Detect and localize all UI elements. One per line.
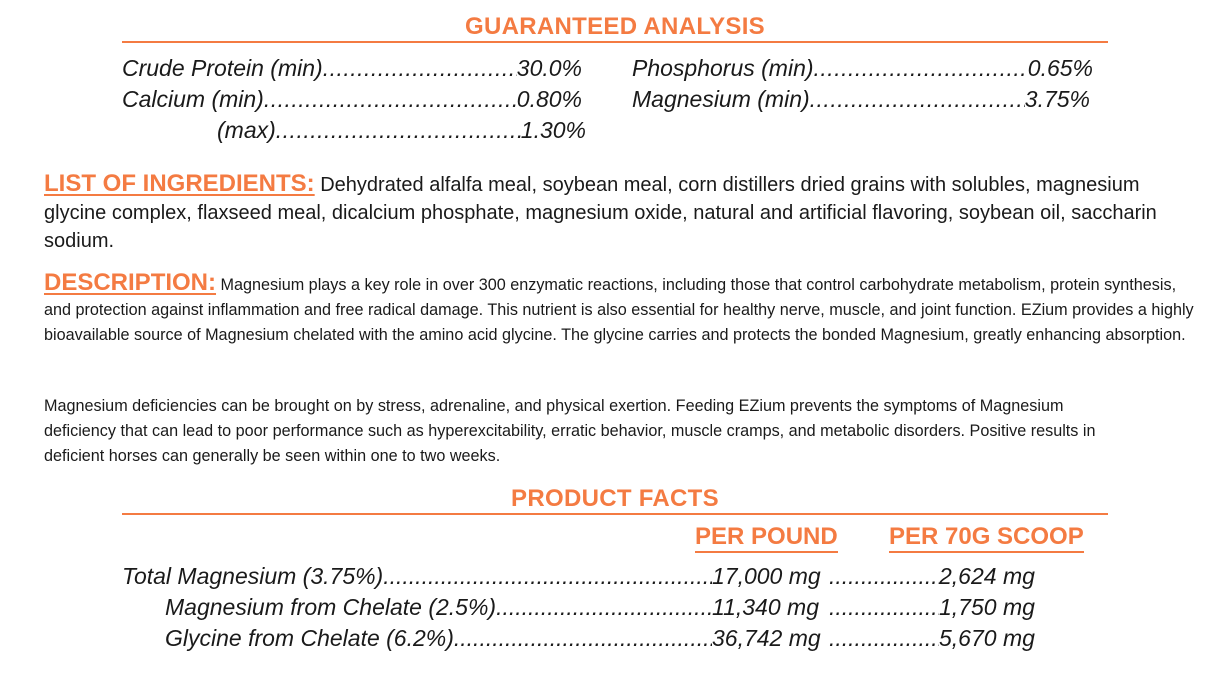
guaranteed-analysis-title: GUARANTEED ANALYSIS bbox=[122, 14, 1108, 43]
ga-value: 1.30% bbox=[520, 117, 586, 143]
pf-per-scoop: 2,624 mg bbox=[939, 563, 1035, 589]
ga-value: 0.65% bbox=[1027, 55, 1093, 81]
ga-value: 30.0% bbox=[516, 55, 582, 81]
description-paragraph-2: Magnesium deficiencies can be brought on by stress, adrenaline, and physical exertion. Feeding EZium prevents the symptoms of Magnesium deficiency that can lead to poor performance such as hyperexcitability, erratic behavior, muscle cramps, and metabolic disorders. Positive results in deficient horses can generally be seen within one to two weeks. bbox=[44, 397, 1096, 465]
pf-per-pound: 17,000 mg bbox=[712, 563, 821, 589]
ingredients-text: Dehydrated alfalfa meal, soybean meal, corn distillers dried grains with solubles, magnesium glycine complex, flaxseed meal, dicalcium phosphate, magnesium oxide, natural and artificial flavoring, soybean oil, saccharin sodium. bbox=[44, 174, 1157, 252]
ga-label: (max) bbox=[217, 117, 276, 143]
ga-label: Magnesium (min) bbox=[632, 86, 810, 112]
ga-value: 0.80% bbox=[516, 86, 582, 112]
description-section bbox=[44, 270, 1194, 348]
guaranteed-analysis-left bbox=[122, 53, 586, 146]
ga-value: 3.75% bbox=[1024, 86, 1090, 112]
ga-row-calcium-max bbox=[122, 115, 586, 146]
ingredients-section bbox=[44, 170, 1194, 255]
ga-row-crude-protein bbox=[122, 53, 582, 84]
ga-label: Crude Protein (min) bbox=[122, 55, 323, 81]
pf-label: Total Magnesium (3.75%) bbox=[122, 563, 384, 589]
pf-label: Magnesium from Chelate (2.5%) bbox=[165, 594, 497, 620]
ga-row-phosphorus bbox=[632, 53, 1093, 84]
pf-per-scoop: 1,750 mg bbox=[939, 594, 1035, 620]
description-text: Magnesium plays a key role in over 300 enzymatic reactions, including those that control carbohydrate metabolism, protein synthesis, and protection against inflammation and free radical damage. This nutrient is also essential for healthy nerve, muscle, and joint function. EZium provides a highly bioavailable source of Magnesium chelated with the amino acid glycine. The glycine carries and protects the bonded Magnesium, greatly enhancing absorption. bbox=[44, 276, 1194, 344]
pf-row-total-magnesium bbox=[122, 561, 1042, 592]
ga-row-magnesium bbox=[632, 84, 1090, 115]
ga-label: Calcium (min) bbox=[122, 86, 264, 112]
pf-per-scoop: 5,670 mg bbox=[939, 625, 1035, 651]
guaranteed-analysis-right bbox=[632, 53, 1093, 115]
ga-label: Phosphorus (min) bbox=[632, 55, 814, 81]
per-pound-header: PER POUND bbox=[695, 524, 838, 553]
description-heading: DESCRIPTION: bbox=[44, 269, 217, 296]
pf-row-magnesium-chelate bbox=[122, 592, 1042, 623]
pf-row-glycine-chelate bbox=[122, 623, 1042, 654]
pf-per-pound: 11,340 mg bbox=[712, 594, 819, 620]
product-facts-title: PRODUCT FACTS bbox=[122, 486, 1108, 515]
pf-label: Glycine from Chelate (6.2%) bbox=[165, 625, 454, 651]
per-scoop-header: PER 70G SCOOP bbox=[889, 524, 1084, 553]
product-facts-table bbox=[122, 561, 1042, 654]
ingredients-heading: LIST OF INGREDIENTS: bbox=[44, 170, 315, 197]
ga-row-calcium-min bbox=[122, 84, 582, 115]
pf-per-pound: 36,742 mg bbox=[712, 625, 821, 651]
